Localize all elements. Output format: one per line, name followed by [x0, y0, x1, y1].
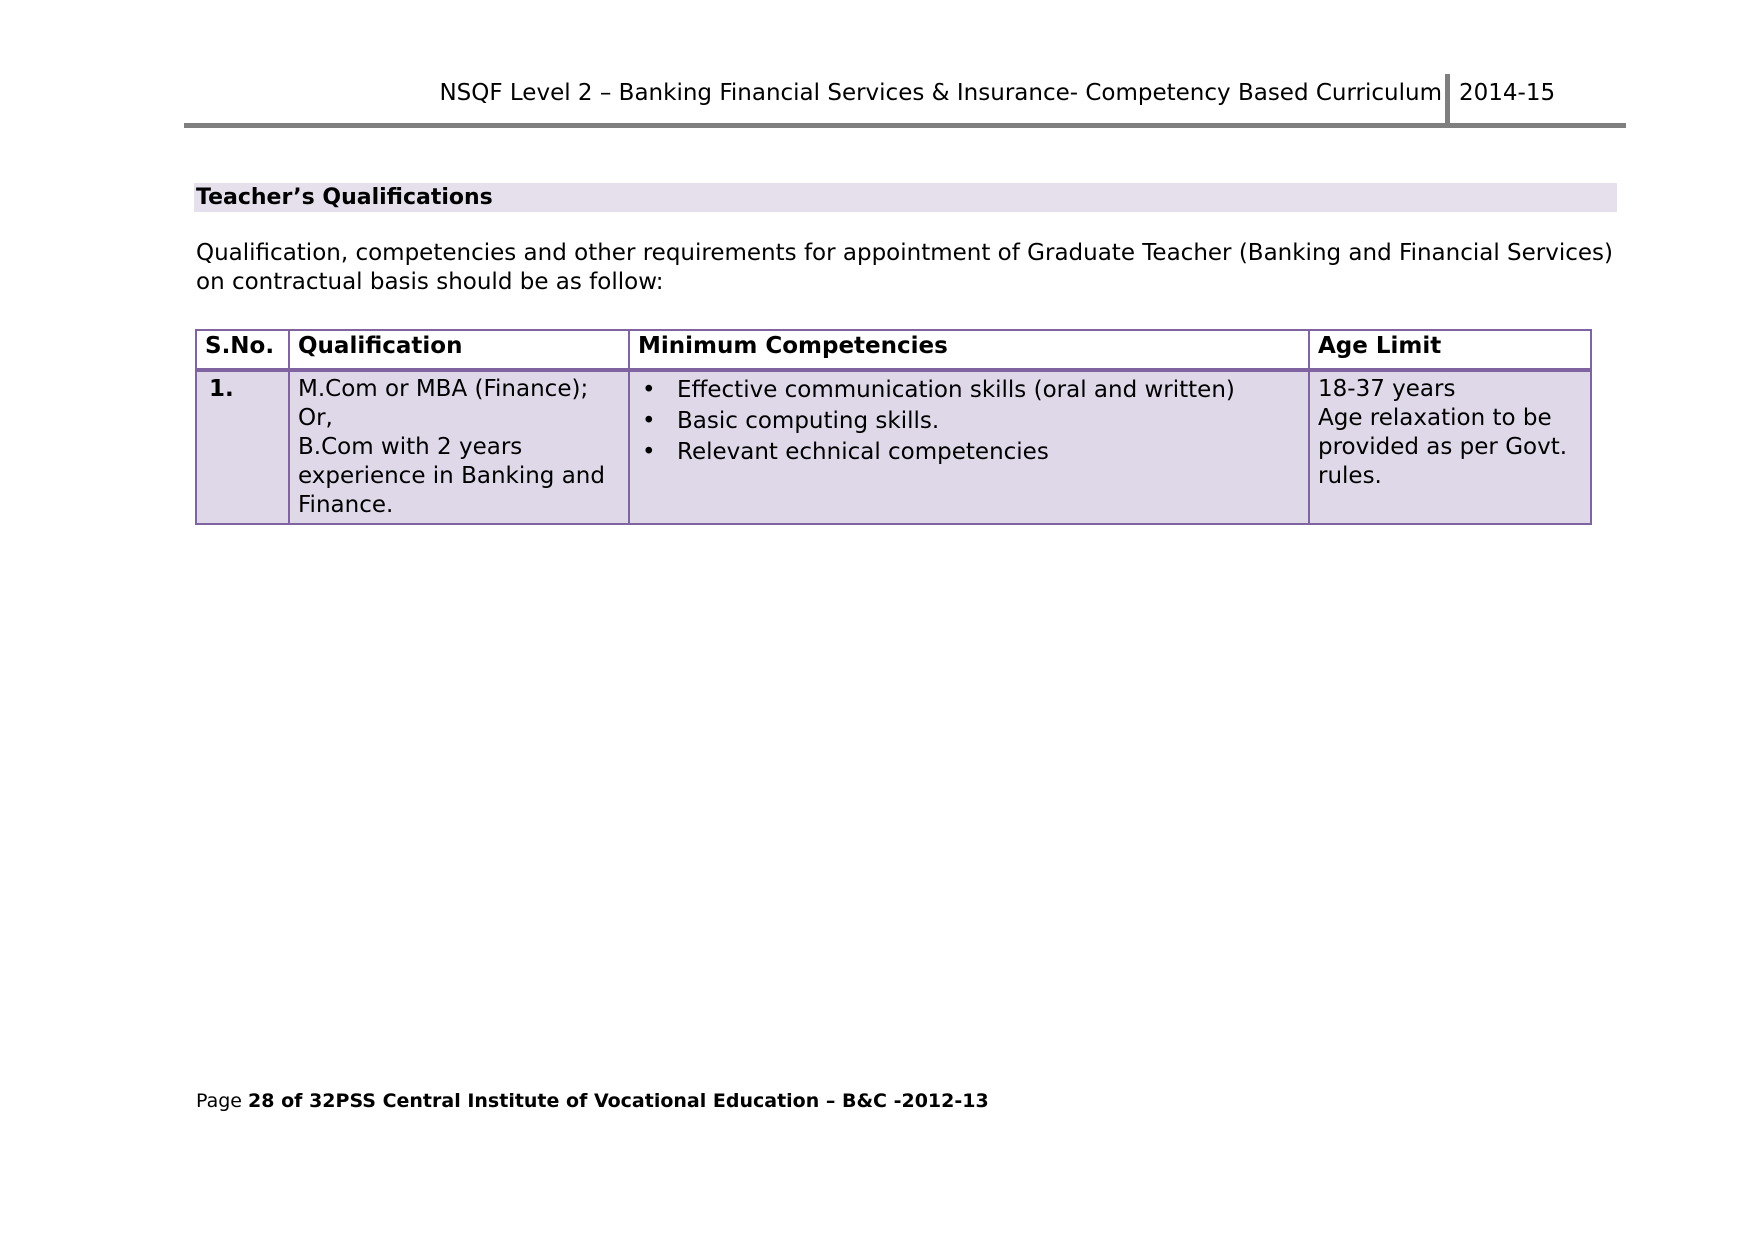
header-title: NSQF Level 2 – Banking Financial Services & Insurance- Competency Based Curriculum — [439, 80, 1442, 106]
table-header-row — [196, 330, 1591, 370]
intro-line: Qualification, competencies and other requirements for appointment of Graduate Teacher (Banking and Financial Services) — [196, 240, 1614, 266]
footer-page-label: Page — [196, 1090, 249, 1112]
age-line: rules. — [1318, 463, 1382, 489]
column-header-competencies: Minimum Competencies — [629, 330, 1309, 370]
section-heading: Teacher’s Qualifications — [194, 183, 1617, 212]
header-year: 2014-15 — [1459, 80, 1556, 106]
sno-cell: 1. — [196, 370, 289, 524]
competencies-list — [638, 375, 1300, 468]
intro-paragraph — [196, 239, 1616, 297]
age-limit-cell — [1309, 370, 1591, 524]
qualifications-table — [195, 329, 1592, 525]
column-header-age-limit: Age Limit — [1309, 330, 1591, 370]
qualification-line: experience in Banking and — [298, 463, 605, 489]
qualification-line: Finance. — [298, 492, 394, 518]
page-header — [184, 72, 1626, 128]
list-item — [638, 406, 1300, 437]
competency-text: Relevant echnical competencies — [677, 439, 1049, 465]
column-header-sno: S.No. — [196, 330, 289, 370]
footer-of-label: of — [274, 1090, 310, 1112]
column-header-qualification: Qualification — [289, 330, 629, 370]
competencies-cell — [629, 370, 1309, 524]
list-item — [638, 375, 1300, 406]
list-item — [638, 437, 1300, 468]
bullet-icon: • — [642, 408, 656, 434]
qualification-cell — [289, 370, 629, 524]
age-line: provided as per Govt. — [1318, 434, 1568, 460]
page-footer — [196, 1090, 989, 1112]
intro-line: on contractual basis should be as follow: — [196, 269, 664, 295]
qualification-line: M.Com or MBA (Finance); — [298, 376, 589, 402]
qualification-line: B.Com with 2 years — [298, 434, 523, 460]
footer-page-number: 28 — [248, 1090, 275, 1112]
competency-text: Effective communication skills (oral and written) — [677, 377, 1235, 403]
qualification-line: Or, — [298, 405, 333, 431]
footer-total-pages: 32 — [309, 1090, 336, 1112]
bullet-icon: • — [642, 377, 656, 403]
header-divider — [1445, 74, 1450, 123]
age-line: 18-37 years — [1318, 376, 1456, 402]
competency-text: Basic computing skills. — [677, 408, 940, 434]
table-row — [196, 370, 1591, 524]
footer-institute: PSS Central Institute of Vocational Education – B&C -2012-13 — [335, 1090, 989, 1112]
age-line: Age relaxation to be — [1318, 405, 1552, 431]
bullet-icon: • — [642, 439, 656, 465]
